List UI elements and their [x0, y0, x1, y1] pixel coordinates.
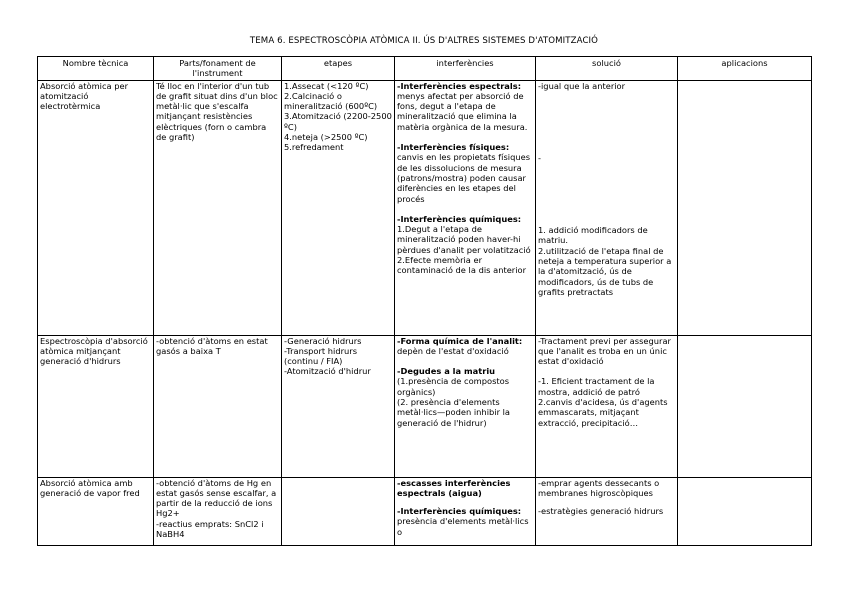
solution-block: -emprar agents dessecants o membranes higroscòpiques — [538, 477, 660, 498]
header-interferencies: interferències — [395, 57, 536, 81]
techniques-table — [37, 56, 812, 546]
cell-interferencies — [395, 80, 536, 335]
cell-solucio — [536, 80, 678, 335]
header-aplicacions: aplicacions — [678, 57, 812, 81]
cell-interferencies — [395, 477, 536, 545]
cell-solucio — [536, 335, 678, 477]
header-parts: Parts/fonament de l'instrument — [154, 57, 282, 81]
header-etapes: etapes — [282, 57, 395, 81]
solution-block: -1. Eficient tractament de la mostra, addició de patró 2.canvis d'acidesa, ús d'agents emmascarats, mitjaçant extracció, precipitació… — [538, 376, 668, 428]
cell-etapes: -Generació hidrurs -Transport hidrurs (continu / FIA) -Atomització d'hidrur — [282, 335, 395, 477]
interference-block: -Interferències espectrals: menys afectat per absorció de fons, degut a l'etapa de mineralització que elimina la matèria orgànica de la mesura. — [397, 80, 528, 132]
solution-block: -Tractament previ per assegurar que l'analit es troba en un únic estat d'oxidació — [538, 335, 671, 367]
header-tecnica: Nombre tècnica — [38, 57, 154, 81]
cell-aplicacions — [678, 335, 812, 477]
header-solucio: solució — [536, 57, 678, 81]
cell-tecnica: Absorció atòmica per atomització electrotèrmica — [38, 80, 154, 335]
cell-interferencies — [395, 335, 536, 477]
cell-etapes: 1.Assecat (<120 ºC) 2.Calcinació o mineralització (600ºC) 3.Atomització (2200-2500 ºC) 4.neteja (>2500 ºC) 5.refredament — [282, 80, 395, 335]
interference-block: -Interferències químiques: presència d'elements metàl·lics o — [397, 506, 529, 537]
table-row — [38, 335, 812, 477]
interference-block: -Interferències químiques: 1.Degut a l'etapa de mineralització poden haver-hi pèrdues d'analit per volatització 2.Efecte memòria er contaminació de la dis anterior — [397, 213, 531, 276]
page-title: TEMA 6. ESPECTROSCÒPIA ATÒMICA II. ÚS D'ALTRES SISTEMES D'ATOMITZACIÓ — [249, 36, 599, 46]
interference-block: -Interferències físiques: canvis en les propietats físiques de les dissolucions de mesura (patrons/mostra) poden causar diferències en les etapes del procés — [397, 142, 531, 204]
solution-block: 1. addició modificadors de matriu. 2.utilització de l'etapa final de neteja a temperatura superior a la d'atomització, ús de modificadors, ús de tubs de grafits pretractats — [538, 225, 672, 297]
solution-block: -igual que la anterior — [538, 80, 626, 91]
cell-parts: -obtenció d'àtoms de Hg en estat gasós sense escalfar, a partir de la reducció de ions Hg2+ -reactius emprats: SnCl2 i NaBH4 — [154, 477, 282, 545]
cell-aplicacions — [678, 80, 812, 335]
solution-block: -estratègies generació hidrurs — [538, 506, 664, 517]
interference-block: -Forma química de l'analit: depèn de l'estat d'oxidació — [397, 335, 523, 356]
cell-tecnica: Espectroscòpia d'absorció atòmica mitjançant generació d'hidrurs — [38, 335, 154, 477]
cell-parts: Té lloc en l'interior d'un tub de grafit situat dins d'un bloc metàl·lic que s'escalfa mitjançant resistències elèctriques (forn o cambra de grafit) — [154, 80, 282, 335]
interference-block: -escasses interferències espectrals (aigua) — [397, 477, 511, 498]
cell-tecnica: Absorció atòmica amb generació de vapor fred — [38, 477, 154, 545]
cell-etapes — [282, 477, 395, 545]
interference-block: -Degudes a la matriu (1.presència de compostos orgànics) (2. presència d'elements metàl·lics—poden inhibir la generació de l'hidrur) — [397, 366, 511, 428]
table-row — [38, 477, 812, 545]
cell-parts: -obtenció d'àtoms en estat gasós a baixa T — [154, 335, 282, 477]
cell-solucio — [536, 477, 678, 545]
table-header-row — [38, 57, 812, 81]
cell-aplicacions — [678, 477, 812, 545]
solution-block: - — [538, 152, 541, 163]
table-row — [38, 80, 812, 335]
